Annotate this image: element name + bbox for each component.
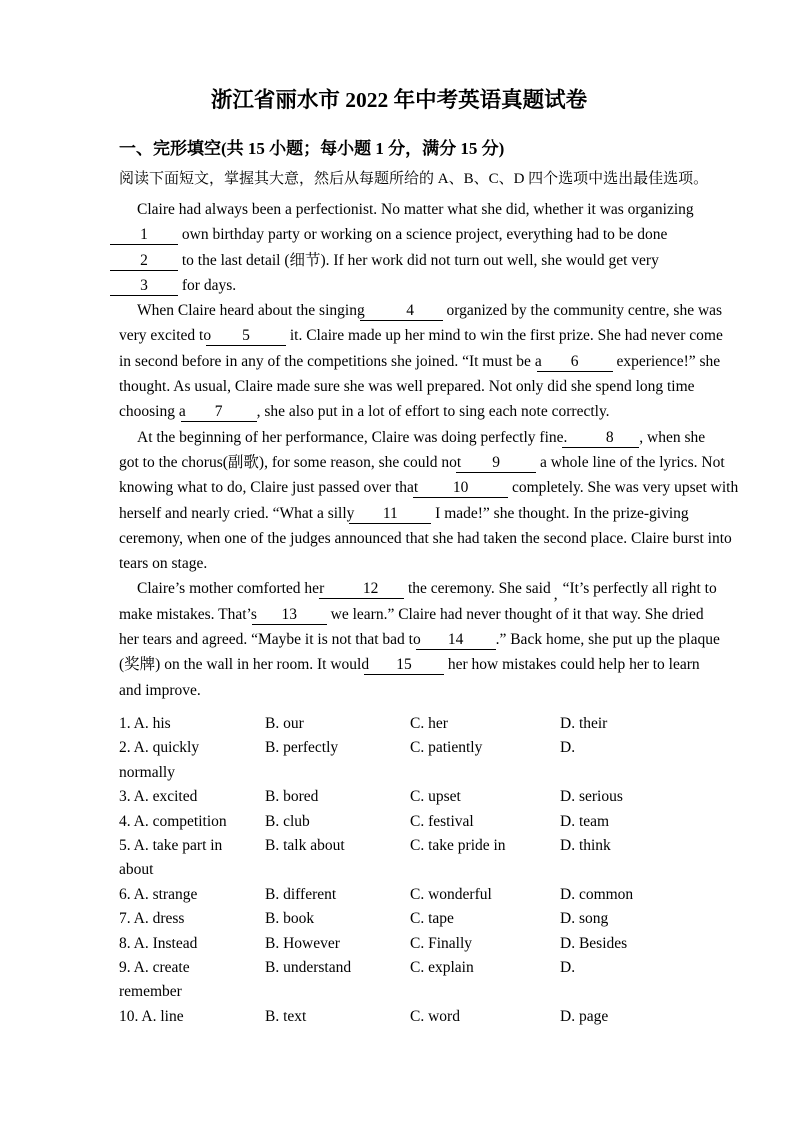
option-cell: 1. A. his [119, 714, 171, 732]
option-cell: B. understand [265, 959, 352, 976]
passage-line: and improve. [119, 681, 201, 699]
instructions: 阅读下面短文，掌握其大意，然后从每题所给的 A、B、C、D 四个选项中选出最佳选项。 [119, 171, 709, 187]
option-cell: D. page [560, 1007, 609, 1025]
cloze-blank-5: 5 [206, 327, 286, 346]
option-cell: 3. A. excited [119, 788, 198, 806]
passage-line: (奖牌) on the wall in her room. It would 15 her how mistakes could help her to learn [119, 656, 700, 674]
option-cell: B. talk about [265, 836, 345, 854]
passage-line: ceremony, when one of the judges announced that she had taken the second place. Claire burst into [119, 529, 732, 547]
option-row-3 [119, 785, 679, 809]
option-cell: C. patiently [410, 739, 483, 757]
option-cell: D. serious [560, 788, 623, 806]
option-overflow: remember [119, 983, 182, 1001]
option-cell: 6. A. strange [119, 885, 198, 903]
cloze-blank-3: 3 [110, 277, 178, 296]
passage-line: 3 for days. [119, 273, 679, 298]
option-cell: C. festival [410, 812, 474, 830]
option-cell: B. text [265, 1007, 307, 1025]
option-cell: B. club [265, 812, 310, 830]
option-row-4 [119, 810, 679, 834]
option-cell: C. her [410, 714, 448, 732]
passage-line: tears on stage. [119, 555, 208, 573]
cloze-blank-10: 10 [413, 479, 508, 498]
passage-line: got to the chorus(副歌), for some reason, she could not 9 a whole line of the lyrics. Not [119, 453, 725, 471]
low-comma: , [553, 586, 558, 604]
option-row-10 [119, 1005, 679, 1029]
passage-line: make mistakes. That’s 13 we learn.” Claire had never thought of it that way. She dried [119, 605, 704, 623]
cloze-blank-15: 15 [364, 656, 444, 675]
option-cell: 5. A. take part in [119, 836, 223, 854]
cloze-blank-11: 11 [349, 505, 431, 524]
cloze-blank-14: 14 [416, 631, 496, 650]
cloze-passage [119, 197, 739, 703]
option-cell: 2. A. quickly [119, 739, 200, 757]
passage-line: Claire had always been a perfectionist. No matter what she did, whether it was organizing [137, 201, 694, 218]
option-cell: D. team [560, 812, 610, 830]
passage-line: choosing a 7 , she also put in a lot of effort to sing each note correctly. [119, 403, 610, 421]
passage-line: At the beginning of her performance, Claire was doing perfectly fine. 8 , when she [137, 428, 706, 446]
option-row-1 [119, 712, 679, 736]
option-row-9 [119, 956, 679, 980]
option-row-6 [119, 883, 679, 907]
paper-title: 浙江省丽水市 2022 年中考英语真题试卷 [210, 88, 588, 112]
passage-line: knowing what to do, Claire just passed over that 10 completely. She was very upset with [119, 479, 739, 497]
option-cell: C. take pride in [410, 836, 506, 854]
option-cell: B. perfectly [265, 739, 339, 757]
option-cell: C. wonderful [410, 885, 492, 903]
passage-line: very excited to 5 it. Claire made up her mind to win the first prize. She had never come [119, 327, 723, 345]
passage-line: 1 own birthday party or working on a science project, everything had to be done [119, 222, 679, 247]
passage-line: herself and nearly cried. “What a silly 11 I made!” she thought. In the prize-giving [119, 504, 689, 522]
option-cell: D. [560, 739, 576, 757]
option-cell: D. [560, 959, 576, 976]
option-cell: C. upset [410, 788, 461, 806]
cloze-blank-4: 4 [360, 302, 443, 321]
option-cell: 7. A. dress [119, 910, 185, 928]
cloze-blank-7: 7 [181, 403, 257, 422]
options-list [119, 712, 679, 1029]
option-overflow: about [119, 861, 154, 879]
option-cell: 4. A. competition [119, 812, 227, 830]
option-cell: B. bored [265, 788, 319, 806]
option-row-2 [119, 736, 679, 760]
passage-line: 2 to the last detail (细节). If her work did not turn out well, she would get very [119, 248, 679, 273]
passage-line: her tears and agreed. “Maybe it is not that bad to 14 .” Back home, she put up the plaque [119, 631, 720, 649]
cloze-blank-12: 12 [319, 580, 404, 599]
cloze-blank-1: 1 [110, 226, 178, 245]
option-cell: 8. A. Instead [119, 934, 198, 952]
option-row-8 [119, 932, 679, 956]
option-cell: C. explain [410, 959, 474, 976]
cloze-blank-13: 13 [252, 606, 327, 625]
cloze-blank-2: 2 [110, 252, 178, 271]
passage-line: in second before in any of the competitions she joined. “It must be a 6 experience!” she [119, 352, 721, 370]
option-row-5 [119, 834, 679, 858]
option-cell: D. Besides [560, 934, 628, 952]
option-cell: C. Finally [410, 934, 473, 952]
page-content [119, 0, 739, 1029]
option-overflow: normally [119, 763, 175, 781]
option-cell: 9. A. create [119, 959, 190, 976]
option-cell: D. think [560, 836, 611, 854]
option-cell: D. their [560, 714, 608, 732]
option-cell: B. different [265, 885, 337, 903]
option-cell: B. However [265, 934, 340, 952]
passage-line: thought. As usual, Claire made sure she was well prepared. Not only did she spend long time [119, 378, 695, 396]
option-cell: C. word [410, 1007, 460, 1025]
option-cell: D. common [560, 885, 634, 903]
option-cell: B. our [265, 714, 304, 732]
option-cell: D. song [560, 910, 609, 928]
option-cell: B. book [265, 910, 315, 928]
passage-line: When Claire heard about the singing 4 organized by the community centre, she was [137, 302, 723, 320]
section-heading: 一、完形填空(共 15 小题；每小题 1 分，满分 15 分) [119, 139, 505, 158]
cloze-blank-6: 6 [537, 353, 613, 372]
passage-line: Claire’s mother comforted her 12 the ceremony. She said , “It’s perfectly all right to [137, 580, 717, 604]
option-cell: C. tape [410, 910, 454, 928]
option-row-7 [119, 907, 679, 931]
option-cell: 10. A. line [119, 1007, 184, 1025]
cloze-blank-8: 8 [562, 429, 639, 448]
cloze-blank-9: 9 [456, 454, 536, 473]
